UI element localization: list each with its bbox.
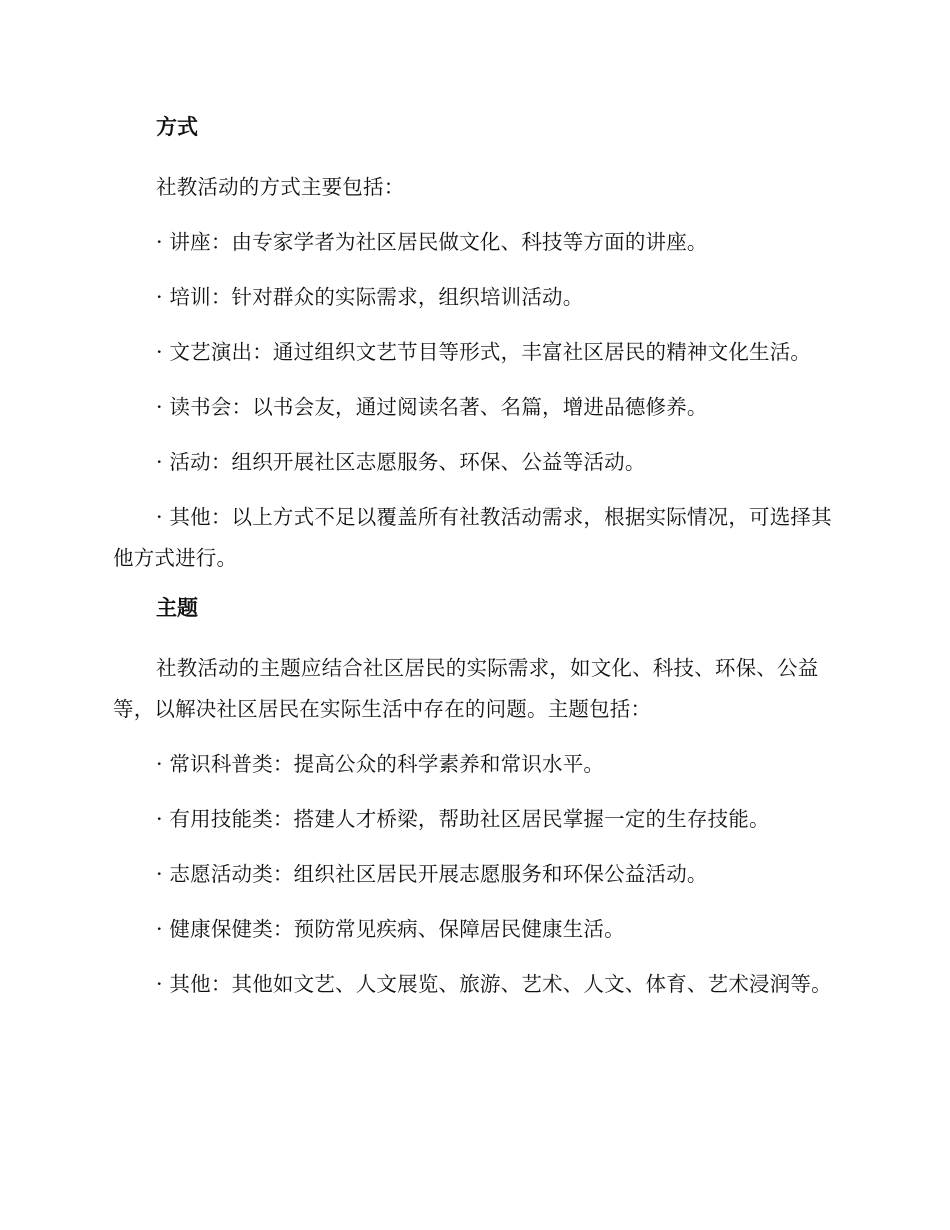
bullet-item: · 培训：针对群众的实际需求，组织培训活动。 xyxy=(156,285,584,309)
section-themes xyxy=(113,593,835,1005)
document-page xyxy=(113,112,835,1019)
paragraph: 社教活动的主题应结合社区居民的实际需求，如文化、科技、环保、公益等，以解决社区居民在实际生活中存在的问题。主题包括： xyxy=(113,656,819,721)
bullet-item: · 读书会：以书会友，通过阅读名著、名篇，增进品德修养。 xyxy=(156,395,708,419)
paragraph: 社教活动的方式主要包括： xyxy=(156,175,405,199)
bullet-item: · 志愿活动类：组织社区居民开展志愿服务和环保公益活动。 xyxy=(156,862,708,886)
bullet-item: · 有用技能类：搭建人才桥梁，帮助社区居民掌握一定的生存技能。 xyxy=(156,807,770,831)
bullet-item: · 其他：其他如文艺、人文展览、旅游、艺术、人文、体育、艺术浸润等。 xyxy=(156,972,832,996)
bullet-item: · 健康保健类：预防常见疾病、保障居民健康生活。 xyxy=(156,917,625,941)
bullet-item: · 讲座：由专家学者为社区居民做文化、科技等方面的讲座。 xyxy=(156,230,708,254)
bullet-item: · 文艺演出：通过组织文艺节目等形式，丰富社区居民的精神文化生活。 xyxy=(156,340,812,364)
bullet-item: · 常识科普类：提高公众的科学素养和常识水平。 xyxy=(156,752,605,776)
section-methods xyxy=(113,112,835,579)
section-heading: 主题 xyxy=(156,596,198,620)
bullet-item: · 活动：组织开展社区志愿服务、环保、公益等活动。 xyxy=(156,450,646,474)
section-heading: 方式 xyxy=(156,115,198,139)
bullet-item: · 其他：以上方式不足以覆盖所有社教活动需求，根据实际情况，可选择其他方式进行。 xyxy=(113,505,832,570)
